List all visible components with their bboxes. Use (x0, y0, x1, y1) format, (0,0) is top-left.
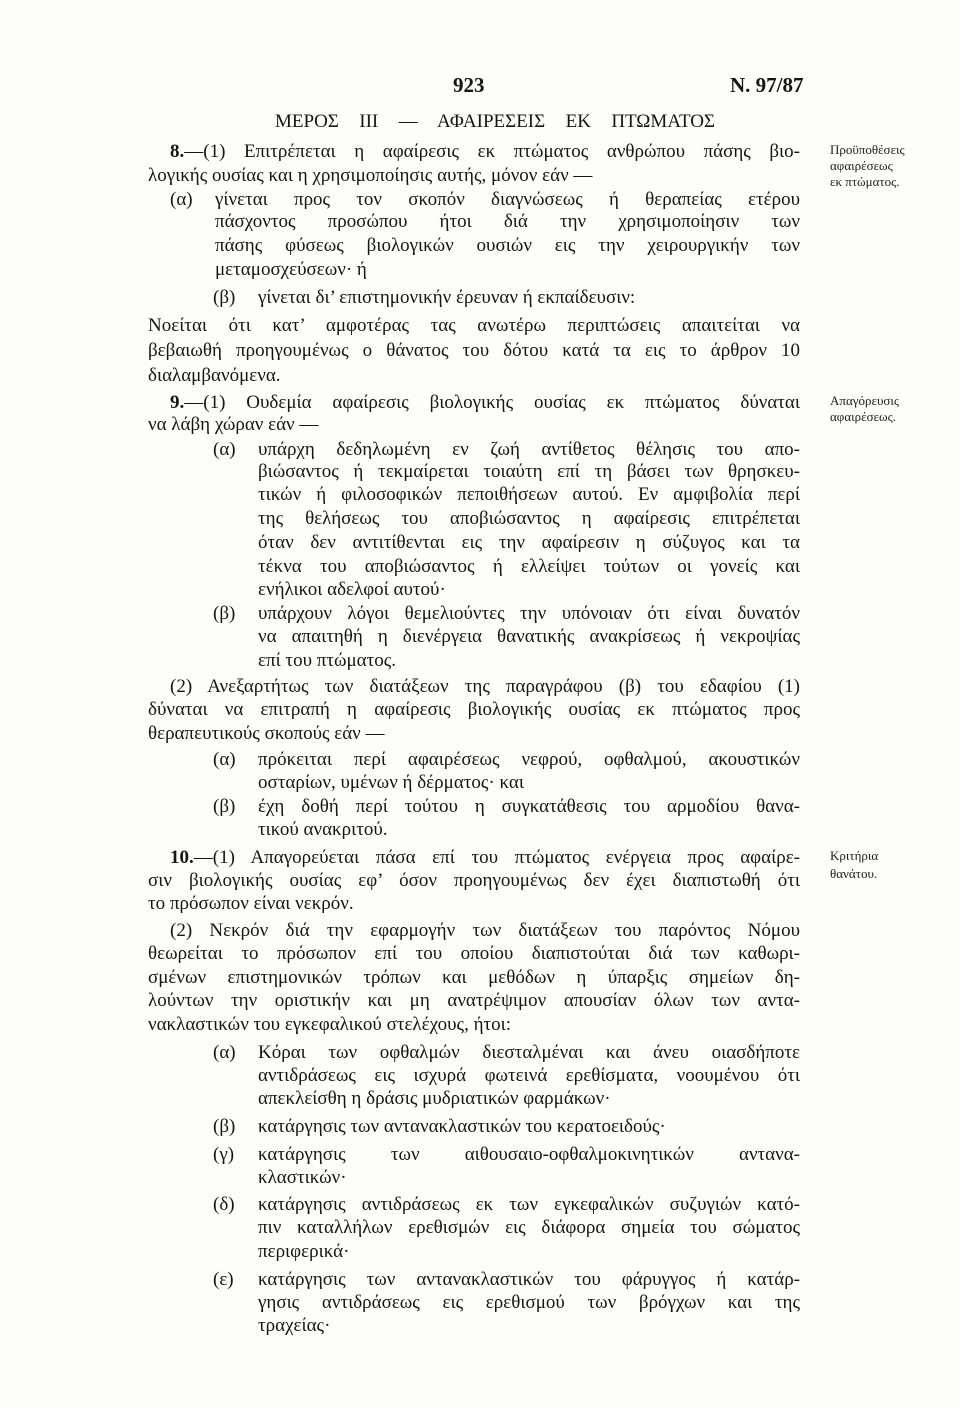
proviso-line: διαλαμβανόμενα. (148, 365, 281, 386)
margin-note-line: αφαιρέσεως. (830, 409, 896, 424)
item-text-line: κατάργησις των αντανακλαστικών του κερατοειδούς· (258, 1116, 666, 1137)
item-label: (ε) (213, 1269, 234, 1290)
subsection-intro-line: νακλαστικών του εγκεφαλικού στελέχους, ήτοι: (148, 1014, 512, 1035)
subsection-intro-line: λούντων την οριστικήν και μη ανατρέψιμον απουσίαν όλων των αντα- (148, 990, 800, 1011)
item-text-line: τικών ή φιλοσοφικών πεποιθήσεων αυτού. Εν αμφιβολία περί (258, 484, 800, 505)
item-text-line: πάσης φύσεως βιολογικών ουσιών εις την χειρουργικήν των (215, 235, 800, 256)
subsection-intro-line: σμένων επιστημονικών τρόπων και μεθόδων η ύπαρξις σημείων δη- (148, 967, 800, 988)
item-label: (β) (213, 603, 236, 624)
item-text-line: γησις αντιδράσεως εις ερεθισμού των βρόγχων και της (258, 1292, 800, 1313)
item-text-line: να απαιτηθή η διενέργεια θανατικής ανακρίσεως ή νεκροψίας (258, 626, 800, 647)
item-text-line: Κόραι των οφθαλμών διεσταλμέναι και άνευ οιασδήποτε (258, 1042, 800, 1063)
section-10-intro-line: το πρόσωπον είναι νεκρόν. (148, 893, 354, 914)
section-10-intro-line: σιν βιολογικής ουσίας εφ’ όσον προηγουμένως δεν έχει διαπιστωθή ότι (148, 870, 800, 891)
item-text-line: βιώσαντος ή τεκμαίρεται τοιαύτη επί τη βάσει των θρησκευ- (258, 461, 800, 482)
item-label: (γ) (213, 1144, 235, 1165)
item-text-line: έχη δοθή περί τούτου η συγκατάθεσις του αρμοδίου θανα- (258, 796, 800, 817)
item-label: (α) (170, 189, 193, 210)
subsection-intro-line: θεραπευτικούς σκοπούς εάν — (148, 723, 385, 744)
item-text-line: πιν καταλλήλων ερεθισμών εις διάφορα σημεία του σώματος (258, 1217, 800, 1238)
section-10-number: 10. (170, 847, 194, 868)
margin-note-line: εκ πτώματος. (830, 174, 900, 189)
item-text-line: απεκλείσθη η δράσις μυδριατικών φαρμάκων· (258, 1088, 611, 1109)
item-label: (α) (213, 1042, 236, 1063)
item-text-line: τικού ανακριτού. (258, 819, 388, 840)
item-text-line: κλαστικών· (258, 1167, 347, 1188)
item-text-line: γίνεται προς τον σκοπόν διαγνώσεως ή θεραπείας ετέρου (215, 189, 800, 210)
page-number: 923 (453, 73, 485, 97)
item-text-line: πάσχοντος προσώπου ήτοι διά την χρησιμοποίησιν των (215, 211, 800, 232)
item-text-line: πρόκειται περί αφαιρέσεως νεφρού, οφθαλμού, ακουστικών (258, 749, 800, 770)
item-text-line: όταν δεν αντιτίθενται εις την αφαίρεσιν η σύζυγος και τα (258, 532, 800, 553)
item-label: (β) (213, 287, 236, 308)
item-label: (α) (213, 439, 236, 460)
section-9-intro-text: —(1) Ουδεμία αφαίρεσις βιολογικής ουσίας εκ πτώματος δύναται (184, 392, 800, 413)
item-text-line: μεταμοσχεύσεων· ή (215, 259, 367, 280)
item-text-line: κατάργησις αντιδράσεως εκ των εγκεφαλικών συζυγιών κατό- (258, 1194, 800, 1215)
item-text-line: τέκνα του αποβιώσαντος ή ελλείψει τούτων οι γονείς και (258, 556, 800, 577)
margin-note-line: αφαιρέσεως (830, 158, 893, 173)
item-label: (δ) (213, 1194, 235, 1215)
section-10-intro-line (170, 846, 800, 870)
item-text-line: περιφερικά· (258, 1241, 350, 1262)
item-text-line: κατάργησις των αιθουσαιο-οφθαλμοκινητικών αντανα- (258, 1144, 800, 1165)
item-text-line: επί του πτώματος. (258, 650, 397, 671)
item-text-line: γίνεται δι’ επιστημονικήν έρευναν ή εκπαίδευσιν: (258, 287, 636, 308)
section-8-intro-text: —(1) Επιτρέπεται η αφαίρεσις εκ πτώματος ανθρώπου πάσης βιο- (184, 141, 800, 162)
item-label: (α) (213, 749, 236, 770)
item-text-line: οσταρίων, υμένων ή δέρματος· και (258, 772, 524, 793)
section-9-intro-line (170, 391, 800, 415)
margin-note-line: Κριτήρια (830, 848, 879, 863)
subsection-intro-line: δύναται να επιτραπή η αφαίρεσις βιολογικής ουσίας εκ πτώματος προς (148, 699, 800, 720)
section-10-intro-text: —(1) Απαγορεύεται πάσα επί του πτώματος ενέργεια προς αφαίρε- (193, 847, 800, 868)
section-9-intro-line: να λάβη χώραν εάν — (148, 414, 319, 435)
section-9-number: 9. (170, 392, 185, 413)
item-text-line: τραχείας· (258, 1315, 331, 1336)
item-text-line: κατάργησις των αντανακλαστικών του φάρυγγος ή κατάρ- (258, 1269, 800, 1290)
margin-note-line: Απαγόρευσις (830, 393, 900, 408)
proviso-line: Νοείται ότι κατ’ αμφοτέρας τας ανωτέρω περιπτώσεις απαιτείται να (148, 315, 800, 336)
item-text-line: υπάρχη δεδηλωμένη εν ζωή αντίθετος θέλησις του απο- (258, 439, 800, 460)
item-text-line: υπάρχουν λόγοι θεμελιούντες την υπόνοιαν ότι είναι δυνατόν (258, 603, 800, 624)
proviso-line: βεβαιωθή προηγουμένως ο θάνατος του δότου κατά τα εις το άρθρον 10 (148, 340, 800, 361)
subsection-intro-line: θεωρείται το πρόσωπον επί του οποίου διαπιστούται διά των καθωρι- (148, 943, 800, 964)
margin-note-line: Προϋποθέσεις (830, 142, 905, 157)
item-label: (β) (213, 1116, 236, 1137)
section-8-intro-line: λογικής ουσίας και η χρησιμοποίησις αυτής, μόνον εάν — (148, 165, 593, 186)
item-text-line: της θελήσεως του αποβιώσαντος η αφαίρεσις επιτρέπεται (258, 508, 800, 529)
subsection-intro-line: (2) Νεκρόν διά την εφαρμογήν των διατάξεων του παρόντος Νόμου (170, 920, 800, 941)
item-text-line: αντιδράσεως εις ισχυρά φωτεινά ερεθίσματα, νοουμένου ότι (258, 1065, 800, 1086)
margin-note-line: θανάτου. (830, 866, 878, 881)
item-label: (β) (213, 796, 236, 817)
item-text-line: ενήλικοι αδελφοί αυτού· (258, 579, 446, 600)
subsection-intro-line: (2) Ανεξαρτήτως των διατάξεων της παραγράφου (β) του εδαφίου (1) (170, 676, 800, 697)
section-8-number: 8. (170, 141, 185, 162)
part-title: ΜΕΡΟΣ ΙΙΙ — ΑΦΑΙΡΕΣΕΙΣ ΕΚ ΠΤΩΜΑΤΟΣ (275, 111, 715, 132)
section-8-intro-line (170, 140, 800, 164)
law-number: Ν. 97/87 (730, 73, 804, 97)
